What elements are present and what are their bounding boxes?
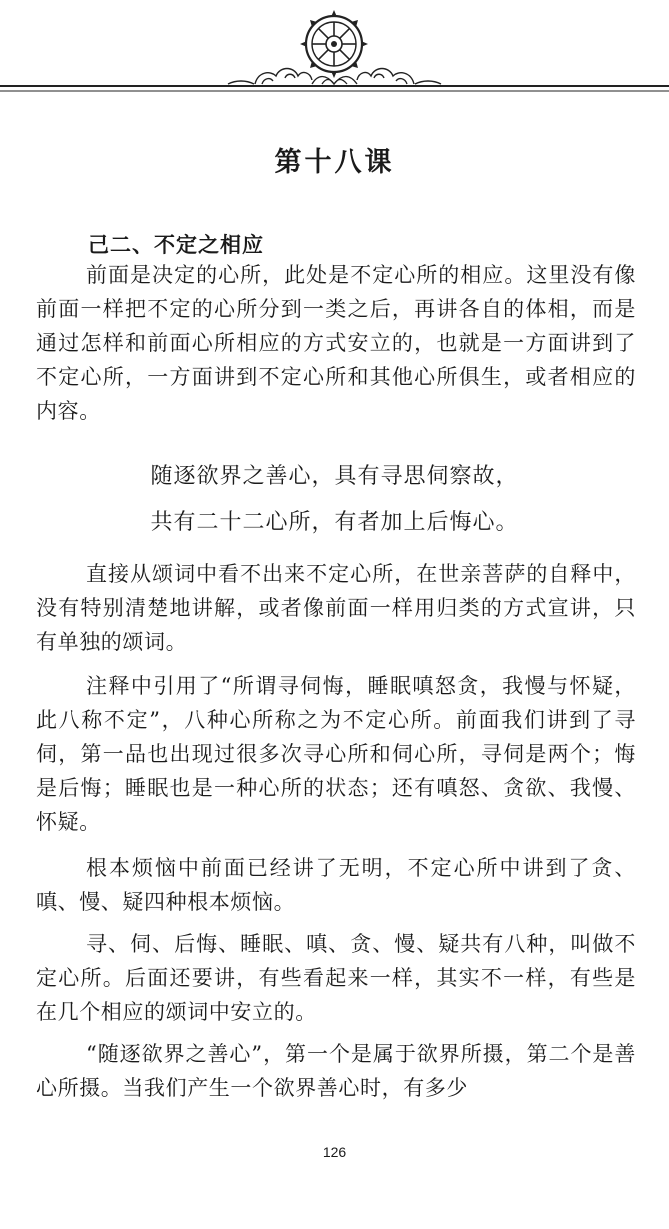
verse-line-1: 随逐欲界之善心，具有寻思伺察故，	[150, 464, 519, 489]
verse-line-2: 共有二十二心所，有者加上后悔心。	[150, 510, 519, 535]
lesson-title: 第十八课	[274, 147, 395, 178]
header-ornament	[0, 0, 669, 100]
paragraph-4: 根本烦恼中前面已经讲了无明，不定心所中讲到了贪、嗔、慢、疑四种根本烦恼。	[36, 856, 636, 914]
paragraph-1: 前面是决定的心所，此处是不定心所的相应。这里没有像前面一样把不定的心所分到一类之后，再讲各自的体相，而是通过怎样和前面心所相应的方式安立的，也就是一方面讲到了不定心所，一方面讲到不定心所和其他心所俱生，或者相应的内容。	[36, 263, 636, 423]
paragraph-3: 注释中引用了“所谓寻伺悔，睡眠嗔怒贪，我慢与怀疑，此八称不定”，八种心所称之为不定心所。前面我们讲到了寻伺，第一品也出现过很多次寻心所和伺心所，寻伺是两个；悔是后悔；睡眠也是一种心所的状态；还有嗔怒、贪欲、我慢、怀疑。	[36, 674, 636, 834]
paragraph-5: 寻、伺、后悔、睡眠、嗔、贪、慢、疑共有八种，叫做不定心所。后面还要讲，有些看起来一样，其实不一样，有些是在几个相应的颂词中安立的。	[36, 932, 636, 1024]
dharma-wheel-icon	[300, 10, 368, 78]
page-number: 126	[322, 1144, 347, 1160]
section-heading: 己二、不定之相应	[88, 233, 264, 257]
paragraph-2: 直接从颂词中看不出来不定心所，在世亲菩萨的自释中，没有特别清楚地讲解，或者像前面一样用归类的方式宣讲，只有单独的颂词。	[36, 562, 636, 654]
paragraph-6: “随逐欲界之善心”，第一个是属于欲界所摄，第二个是善心所摄。当我们产生一个欲界善心时，有多少	[36, 1042, 636, 1100]
